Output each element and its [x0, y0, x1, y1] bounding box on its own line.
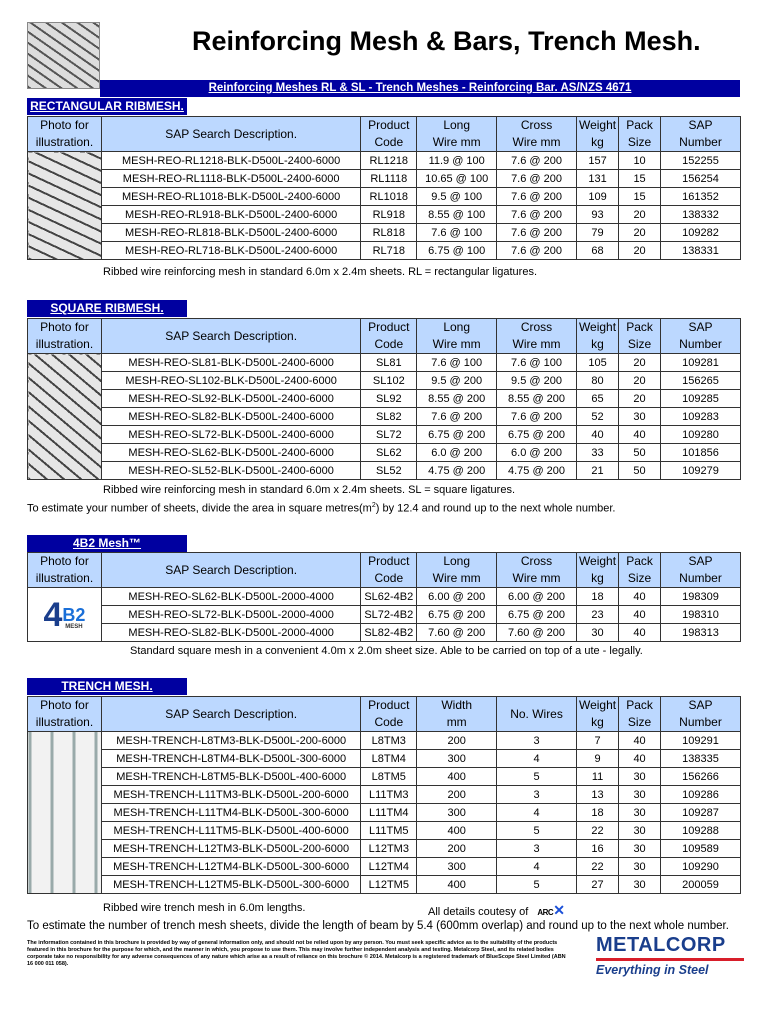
cell-description: MESH-REO-RL818-BLK-D500L-2400-6000 [101, 224, 360, 242]
header-photo: Photo for illustration. [28, 697, 102, 732]
cell-description: MESH-REO-RL1018-BLK-D500L-2400-6000 [101, 188, 360, 206]
cell-cross: 6.75 @ 200 [497, 606, 577, 624]
table-row [28, 804, 741, 822]
table-row [28, 750, 741, 768]
cell-code: RL1018 [361, 188, 417, 206]
header-photo: Photo for illustration. [28, 553, 102, 588]
cell-long: 10.65 @ 100 [417, 170, 497, 188]
cell-weight: 7 [576, 732, 618, 750]
cell-code: SL72 [361, 426, 417, 444]
cell-cross: 6.75 @ 200 [497, 426, 577, 444]
arcx-logo: ARC✕ [537, 902, 565, 918]
cell-long: 7.6 @ 200 [417, 408, 497, 426]
4b2-note: Standard square mesh in a convenient 4.0m x 2.0m sheet size. Able to be carried on top of a ute - legally. [130, 645, 643, 657]
header-pack: Pack Size [619, 553, 661, 588]
cell-code: L8TM3 [361, 732, 417, 750]
header-code: Product Code [361, 117, 417, 152]
cell-cross: 4.75 @ 200 [497, 462, 577, 480]
table-row [28, 732, 741, 750]
cell-cross: 3 [497, 732, 577, 750]
4b2-logo-b: B2 [62, 604, 86, 625]
cell-long: 9.5 @ 100 [417, 188, 497, 206]
cell-cross: 5 [497, 768, 577, 786]
header-cross-wire: Cross Wire mm [497, 117, 577, 152]
cell-pack: 30 [619, 822, 661, 840]
header-pack: Pack Size [619, 117, 661, 152]
header-long-wire: Long Wire mm [417, 117, 497, 152]
cell-pack: 10 [619, 152, 661, 170]
cell-weight: 18 [576, 804, 618, 822]
mesh-thumbnail-image [27, 22, 100, 89]
cell-code: SL102 [361, 372, 417, 390]
cell-long: 11.9 @ 100 [417, 152, 497, 170]
cell-long: 300 [417, 858, 497, 876]
cell-sap: 138331 [661, 242, 741, 260]
cell-code: SL62 [361, 444, 417, 462]
cell-long: 4.75 @ 200 [417, 462, 497, 480]
cell-sap: 138335 [661, 750, 741, 768]
header-pack: Pack Size [619, 697, 661, 732]
cell-code: SL62-4B2 [361, 588, 417, 606]
cell-weight: 21 [576, 462, 618, 480]
cell-long: 6.75 @ 200 [417, 426, 497, 444]
mesh-photo [28, 732, 102, 894]
cell-code: SL92 [361, 390, 417, 408]
cell-weight: 131 [576, 170, 618, 188]
4b2-logo-a: 4 [43, 595, 63, 634]
rectangular-mesh-table [27, 116, 741, 260]
cell-sap: 200059 [661, 876, 741, 894]
cell-description: MESH-REO-RL718-BLK-D500L-2400-6000 [101, 242, 360, 260]
cell-cross: 7.60 @ 200 [497, 624, 577, 642]
cell-pack: 30 [619, 804, 661, 822]
cell-cross: 7.6 @ 200 [497, 170, 577, 188]
cell-code: L12TM5 [361, 876, 417, 894]
cell-description: MESH-TRENCH-L11TM5-BLK-D500L-400-6000 [101, 822, 360, 840]
cell-description: MESH-REO-RL1118-BLK-D500L-2400-6000 [101, 170, 360, 188]
cell-code: L11TM3 [361, 786, 417, 804]
cell-code: RL718 [361, 242, 417, 260]
cell-pack: 20 [619, 372, 661, 390]
cell-description: MESH-REO-SL62-BLK-D500L-2000-4000 [101, 588, 360, 606]
cell-sap: 152255 [661, 152, 741, 170]
cell-cross: 9.5 @ 200 [497, 372, 577, 390]
table-row [28, 170, 741, 188]
cell-long: 8.55 @ 200 [417, 390, 497, 408]
table-row [28, 768, 741, 786]
table-row [28, 462, 741, 480]
header-sap: SAP Number [661, 697, 741, 732]
cell-description: MESH-TRENCH-L12TM5-BLK-D500L-300-6000 [101, 876, 360, 894]
header-wires: No. Wires [497, 697, 577, 732]
cell-cross: 6.00 @ 200 [497, 588, 577, 606]
header-description: SAP Search Description. [101, 553, 360, 588]
cell-pack: 50 [619, 462, 661, 480]
cell-pack: 20 [619, 390, 661, 408]
section-title-rectangular: RECTANGULAR RIBMESH. [27, 98, 187, 115]
header-code: Product Code [361, 553, 417, 588]
cell-sap: 156266 [661, 768, 741, 786]
courtesy-line: All details coutesy of ARC✕ [428, 902, 565, 918]
4b2-logo [28, 588, 102, 642]
cell-code: L11TM4 [361, 804, 417, 822]
cell-weight: 16 [576, 840, 618, 858]
cell-weight: 52 [576, 408, 618, 426]
table-row [28, 876, 741, 894]
cell-weight: 79 [576, 224, 618, 242]
header-cross-wire: Cross Wire mm [497, 553, 577, 588]
cell-code: L12TM3 [361, 840, 417, 858]
header-weight: Weight kg [576, 117, 618, 152]
cell-pack: 40 [619, 732, 661, 750]
cell-pack: 40 [619, 588, 661, 606]
header-photo: Photo for illustration. [28, 117, 102, 152]
header-photo: Photo for illustration. [28, 319, 102, 354]
cell-code: SL82-4B2 [361, 624, 417, 642]
header-long-wire: Long Wire mm [417, 319, 497, 354]
cell-sap: 198313 [661, 624, 741, 642]
table-row [28, 786, 741, 804]
cell-sap: 161352 [661, 188, 741, 206]
trench-estimate: To estimate the number of trench mesh sheets, divide the length of beam by 5.4 (600mm overlap) and round up to the next whole number. [27, 920, 729, 932]
table-row [28, 188, 741, 206]
cell-sap: 109288 [661, 822, 741, 840]
metalcorp-logo [596, 934, 746, 990]
table-row [28, 822, 741, 840]
disclaimer: The information contained in this brochure is provided by way of general information only, and should not be relied upon by any person. You must seek specific advice as to the suitability of the products featured in this brochure for the purpose for which, and the manner in which, you propose to use them. This may involve further independent analysis and testing. Metalcorp Steel, and its related bodies corporate take no responsibility for any adverse consequences of any nature which arise as a result of reliance on this brochure © 2014. Metalcorp is a registered trademark of BlueScope Steel Limited (ABN 16 000 011 058). [27, 940, 566, 967]
cell-cross: 7.6 @ 200 [497, 188, 577, 206]
header-sap: SAP Number [661, 553, 741, 588]
header-long-wire: Long Wire mm [417, 553, 497, 588]
cell-long: 7.6 @ 100 [417, 354, 497, 372]
header-sap: SAP Number [661, 117, 741, 152]
cell-code: SL82 [361, 408, 417, 426]
cell-weight: 68 [576, 242, 618, 260]
cell-long: 8.55 @ 100 [417, 206, 497, 224]
cell-sap: 109285 [661, 390, 741, 408]
table-row [28, 372, 741, 390]
cell-code: SL72-4B2 [361, 606, 417, 624]
cell-cross: 8.55 @ 200 [497, 390, 577, 408]
mesh-photo [28, 354, 102, 480]
cell-weight: 30 [576, 624, 618, 642]
cell-sap: 109287 [661, 804, 741, 822]
cell-long: 6.75 @ 100 [417, 242, 497, 260]
cell-description: MESH-REO-SL62-BLK-D500L-2400-6000 [101, 444, 360, 462]
cell-sap: 109281 [661, 354, 741, 372]
section-title-4b2: 4B2 Mesh™ [27, 535, 187, 552]
cell-cross: 5 [497, 876, 577, 894]
cell-code: RL818 [361, 224, 417, 242]
cell-cross: 5 [497, 822, 577, 840]
cell-cross: 7.6 @ 100 [497, 354, 577, 372]
cell-long: 300 [417, 750, 497, 768]
cell-sap: 109282 [661, 224, 741, 242]
cell-description: MESH-TRENCH-L12TM4-BLK-D500L-300-6000 [101, 858, 360, 876]
table-row [28, 606, 741, 624]
cell-description: MESH-REO-RL918-BLK-D500L-2400-6000 [101, 206, 360, 224]
cell-sap: 198309 [661, 588, 741, 606]
cell-pack: 40 [619, 606, 661, 624]
cell-pack: 30 [619, 858, 661, 876]
header-description: SAP Search Description. [101, 697, 360, 732]
cell-code: L12TM4 [361, 858, 417, 876]
cell-pack: 30 [619, 786, 661, 804]
header-code: Product Code [361, 319, 417, 354]
cell-cross: 7.6 @ 200 [497, 206, 577, 224]
cell-long: 7.6 @ 100 [417, 224, 497, 242]
cell-cross: 3 [497, 840, 577, 858]
header-cross-wire: Cross Wire mm [497, 319, 577, 354]
table-row [28, 588, 741, 606]
table-row [28, 354, 741, 372]
table-row [28, 390, 741, 408]
table-row [28, 444, 741, 462]
cell-description: MESH-REO-SL81-BLK-D500L-2400-6000 [101, 354, 360, 372]
standards-banner: Reinforcing Meshes RL & SL - Trench Meshes - Reinforcing Bar. AS/NZS 4671 [100, 80, 740, 97]
cell-weight: 105 [576, 354, 618, 372]
cell-long: 6.0 @ 200 [417, 444, 497, 462]
cell-long: 6.00 @ 200 [417, 588, 497, 606]
table-row [28, 426, 741, 444]
cell-sap: 109286 [661, 786, 741, 804]
header-description: SAP Search Description. [101, 117, 360, 152]
cell-long: 400 [417, 822, 497, 840]
cell-cross: 7.6 @ 200 [497, 152, 577, 170]
header-code: Product Code [361, 697, 417, 732]
table-row [28, 224, 741, 242]
brand-underline [596, 958, 744, 961]
cell-sap: 109283 [661, 408, 741, 426]
cell-sap: 156254 [661, 170, 741, 188]
cell-description: MESH-TRENCH-L8TM3-BLK-D500L-200-6000 [101, 732, 360, 750]
cell-pack: 40 [619, 624, 661, 642]
header-pack: Pack Size [619, 319, 661, 354]
cell-long: 300 [417, 804, 497, 822]
cell-weight: 22 [576, 858, 618, 876]
cell-description: MESH-REO-SL52-BLK-D500L-2400-6000 [101, 462, 360, 480]
cell-pack: 30 [619, 408, 661, 426]
cell-pack: 30 [619, 876, 661, 894]
cell-description: MESH-REO-SL102-BLK-D500L-2400-6000 [101, 372, 360, 390]
cell-description: MESH-REO-SL72-BLK-D500L-2000-4000 [101, 606, 360, 624]
cell-cross: 7.6 @ 200 [497, 242, 577, 260]
4b2-mesh-table [27, 552, 741, 642]
cell-long: 400 [417, 876, 497, 894]
header-weight: Weight kg [576, 697, 618, 732]
header-description: SAP Search Description. [101, 319, 360, 354]
cell-weight: 40 [576, 426, 618, 444]
cell-weight: 33 [576, 444, 618, 462]
cell-weight: 65 [576, 390, 618, 408]
cell-long: 6.75 @ 200 [417, 606, 497, 624]
table-row [28, 624, 741, 642]
cell-weight: 157 [576, 152, 618, 170]
cell-description: MESH-REO-RL1218-BLK-D500L-2400-6000 [101, 152, 360, 170]
cell-pack: 40 [619, 426, 661, 444]
cell-sap: 198310 [661, 606, 741, 624]
cell-sap: 109290 [661, 858, 741, 876]
section-title-square: SQUARE RIBMESH. [27, 300, 187, 317]
cell-long: 400 [417, 768, 497, 786]
cell-sap: 156265 [661, 372, 741, 390]
cell-sap: 109291 [661, 732, 741, 750]
cell-cross: 7.6 @ 200 [497, 408, 577, 426]
cell-pack: 30 [619, 840, 661, 858]
cell-description: MESH-REO-SL92-BLK-D500L-2400-6000 [101, 390, 360, 408]
cell-description: MESH-REO-SL72-BLK-D500L-2400-6000 [101, 426, 360, 444]
cell-long: 200 [417, 732, 497, 750]
cell-long: 200 [417, 786, 497, 804]
cell-description: MESH-REO-SL82-BLK-D500L-2000-4000 [101, 624, 360, 642]
cell-description: MESH-TRENCH-L8TM5-BLK-D500L-400-6000 [101, 768, 360, 786]
section-title-trench: TRENCH MESH. [27, 678, 187, 695]
cell-sap: 109280 [661, 426, 741, 444]
cell-code: SL81 [361, 354, 417, 372]
cell-long: 9.5 @ 200 [417, 372, 497, 390]
cell-code: L8TM5 [361, 768, 417, 786]
cell-long: 200 [417, 840, 497, 858]
cell-code: RL918 [361, 206, 417, 224]
cell-sap: 138332 [661, 206, 741, 224]
header-sap: SAP Number [661, 319, 741, 354]
cell-weight: 93 [576, 206, 618, 224]
cell-cross: 4 [497, 804, 577, 822]
cell-long: 7.60 @ 200 [417, 624, 497, 642]
mesh-photo [28, 152, 102, 260]
cell-sap: 101856 [661, 444, 741, 462]
table-row [28, 206, 741, 224]
table-row [28, 152, 741, 170]
cell-weight: 11 [576, 768, 618, 786]
rectangular-note: Ribbed wire reinforcing mesh in standard 6.0m x 2.4m sheets. RL = rectangular ligatures. [103, 266, 538, 278]
header-weight: Weight kg [576, 319, 618, 354]
cell-weight: 23 [576, 606, 618, 624]
page-title: Reinforcing Mesh & Bars, Trench Mesh. [192, 26, 701, 56]
cell-weight: 9 [576, 750, 618, 768]
square-mesh-table [27, 318, 741, 480]
cell-cross: 4 [497, 858, 577, 876]
cell-weight: 13 [576, 786, 618, 804]
cell-code: L8TM4 [361, 750, 417, 768]
table-row [28, 242, 741, 260]
cell-pack: 30 [619, 768, 661, 786]
4b2-logo-c: MESH [65, 623, 83, 630]
table-row [28, 858, 741, 876]
table-row [28, 840, 741, 858]
cell-weight: 80 [576, 372, 618, 390]
cell-weight: 18 [576, 588, 618, 606]
cell-cross: 7.6 @ 200 [497, 224, 577, 242]
cell-sap: 109279 [661, 462, 741, 480]
square-note: Ribbed wire reinforcing mesh in standard 6.0m x 2.4m sheets. SL = square ligatures. [103, 484, 515, 496]
trench-mesh-table [27, 696, 741, 894]
square-estimate: To estimate your number of sheets, divide the area in square $metres(m^2)$ by 12.4 and round up to the next whole number. [27, 502, 616, 515]
cell-pack: 15 [619, 188, 661, 206]
cell-pack: 15 [619, 170, 661, 188]
cell-description: MESH-REO-SL82-BLK-D500L-2400-6000 [101, 408, 360, 426]
header-width: Width mm [417, 697, 497, 732]
cell-pack: 20 [619, 224, 661, 242]
header-weight: Weight kg [576, 553, 618, 588]
cell-cross: 3 [497, 786, 577, 804]
cell-description: MESH-TRENCH-L11TM4-BLK-D500L-300-6000 [101, 804, 360, 822]
cell-cross: 6.0 @ 200 [497, 444, 577, 462]
cell-code: L11TM5 [361, 822, 417, 840]
cell-code: RL1118 [361, 170, 417, 188]
brand-tagline: Everything in Steel [596, 963, 709, 977]
cell-weight: 109 [576, 188, 618, 206]
table-row [28, 408, 741, 426]
cell-weight: 22 [576, 822, 618, 840]
cell-pack: 20 [619, 242, 661, 260]
cell-pack: 20 [619, 206, 661, 224]
cell-code: SL52 [361, 462, 417, 480]
cell-pack: 20 [619, 354, 661, 372]
cell-sap: 109589 [661, 840, 741, 858]
trench-note: Ribbed wire trench mesh in 6.0m lengths. [103, 902, 306, 914]
cell-code: RL1218 [361, 152, 417, 170]
cell-cross: 4 [497, 750, 577, 768]
cell-weight: 27 [576, 876, 618, 894]
cell-description: MESH-TRENCH-L11TM3-BLK-D500L-200-6000 [101, 786, 360, 804]
cell-description: MESH-TRENCH-L8TM4-BLK-D500L-300-6000 [101, 750, 360, 768]
cell-pack: 40 [619, 750, 661, 768]
brand-name: METALCORP [596, 934, 726, 956]
cell-pack: 50 [619, 444, 661, 462]
cell-description: MESH-TRENCH-L12TM3-BLK-D500L-200-6000 [101, 840, 360, 858]
